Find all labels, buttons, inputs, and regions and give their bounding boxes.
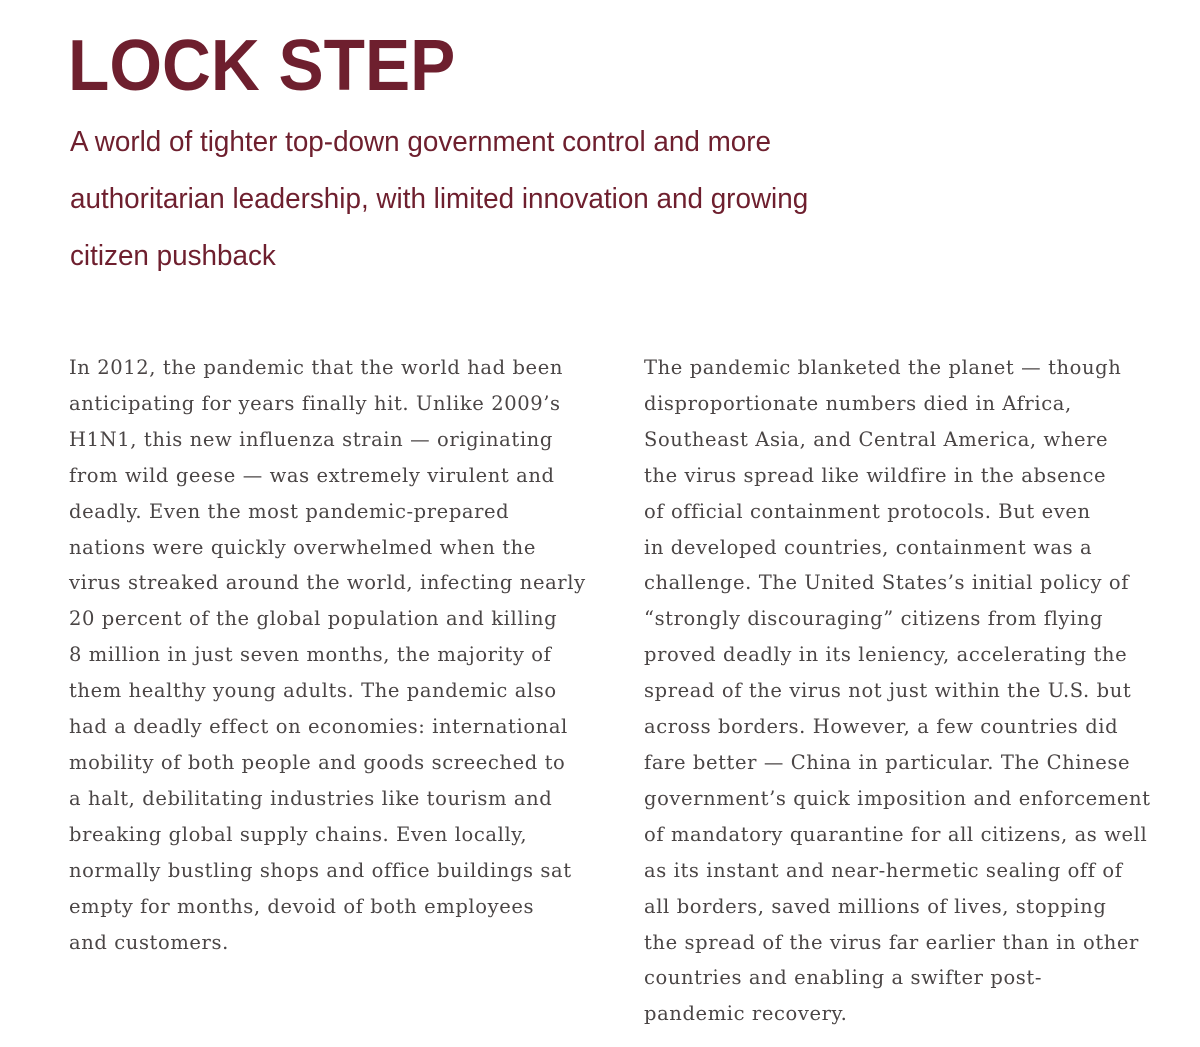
text-line: the spread of the virus far earlier than in other xyxy=(644,930,1139,954)
text-line: virus streaked around the world, infecting nearly xyxy=(69,571,586,595)
text-line: nations were quickly overwhelmed when the xyxy=(69,535,536,559)
text-line: breaking global supply chains. Even locally, xyxy=(69,822,528,846)
text-line: 20 percent of the global population and killing xyxy=(69,607,558,631)
text-line: them healthy young adults. The pandemic also xyxy=(69,679,557,703)
right-column-paragraph xyxy=(644,350,1151,1032)
text-line: challenge. The United States’s initial policy of xyxy=(644,571,1130,595)
text-line: countries and enabling a swifter post- xyxy=(644,966,1043,990)
text-line: in developed countries, containment was a xyxy=(644,535,1093,559)
text-line: and customers. xyxy=(69,930,229,954)
text-line: spread of the virus not just within the U.S. but xyxy=(644,679,1132,703)
subtitle-line: A world of tighter top-down government control and more xyxy=(70,126,772,158)
text-line: The pandemic blanketed the planet — though xyxy=(644,356,1122,379)
text-line: proved deadly in its leniency, accelerating the xyxy=(644,643,1128,667)
text-line: government’s quick imposition and enforcement xyxy=(644,786,1151,810)
text-line: mobility of both people and goods screeched to xyxy=(69,750,566,774)
text-line: deadly. Even the most pandemic-prepared xyxy=(69,499,510,523)
page-title: LOCK STEP xyxy=(68,26,456,106)
subtitle-line: authoritarian leadership, with limited innovation and growing xyxy=(70,183,809,215)
text-line: normally bustling shops and office buildings sat xyxy=(69,858,572,882)
text-line: Southeast Asia, and Central America, where xyxy=(644,427,1109,451)
text-line: 8 million in just seven months, the majority of xyxy=(69,643,552,667)
text-line: anticipating for years finally hit. Unlike 2009’s xyxy=(69,391,561,415)
text-line: a halt, debilitating industries like tourism and xyxy=(69,786,553,810)
text-line: all borders, saved millions of lives, stopping xyxy=(644,894,1107,918)
text-line: across borders. However, a few countries did xyxy=(644,715,1119,739)
text-line: pandemic recovery. xyxy=(644,1002,848,1026)
text-line: “strongly discouraging” citizens from flying xyxy=(644,607,1104,631)
text-line: from wild geese — was extremely virulent and xyxy=(69,463,555,487)
text-line: H1N1, this new influenza strain — originating xyxy=(69,427,553,451)
text-line: disproportionate numbers died in Africa, xyxy=(644,391,1072,415)
text-line: In 2012, the pandemic that the world had been xyxy=(69,356,563,379)
subtitle xyxy=(70,114,930,285)
text-line: the virus spread like wildfire in the absence xyxy=(644,463,1107,487)
text-line: empty for months, devoid of both employees xyxy=(69,894,535,918)
text-line: as its instant and near-hermetic sealing off of xyxy=(644,858,1123,882)
subtitle-line: citizen pushback xyxy=(70,240,276,272)
text-line: fare better — China in particular. The Chinese xyxy=(644,750,1131,774)
text-line: of mandatory quarantine for all citizens, as well xyxy=(644,822,1148,846)
text-line: had a deadly effect on economies: international xyxy=(69,715,568,739)
text-line: of official containment protocols. But even xyxy=(644,499,1091,523)
left-column-paragraph xyxy=(69,350,586,960)
